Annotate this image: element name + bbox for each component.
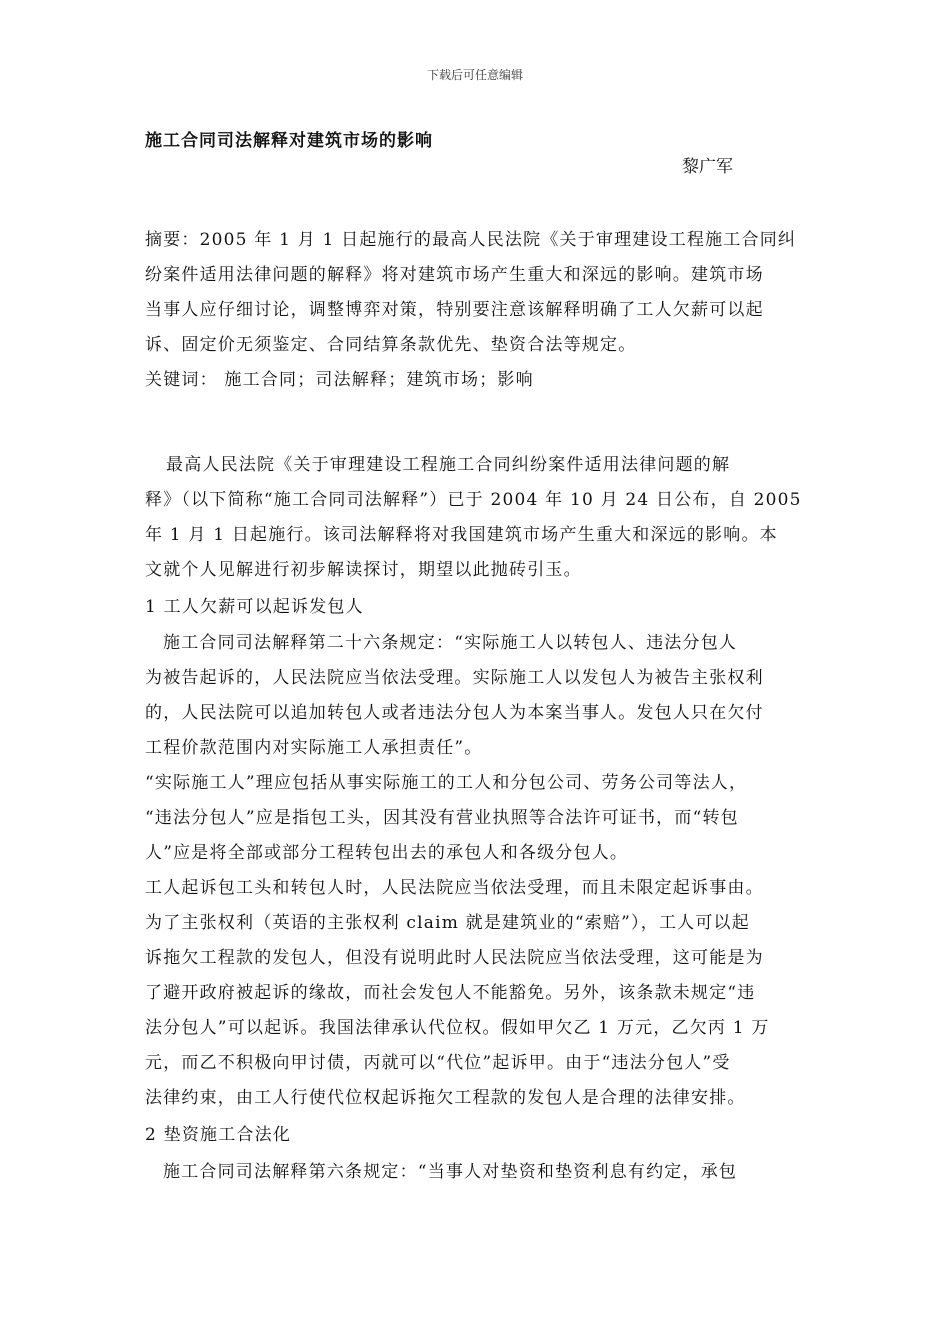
abstract-line: 摘要：2005 年 1 月 1 日起施行的最高人民法院《关于审理建设工程施工合同纠 [145,230,797,250]
body-line: “实际施工人”理应包括从事实际施工的工人和分包公司、劳务公司等法人， [145,773,748,793]
intro-line: 最高人民法院《关于审理建设工程施工合同纠纷案件适用法律问题的解 [166,455,731,475]
body-line: 工人起诉包工头和转包人时，人民法院应当依法受理，而且未限定起诉事由。 [145,878,764,898]
section-heading: 2 垫资施工合法化 [145,1125,292,1145]
body-line: 人”应是将全部或部分工程转包出去的承包人和各级分包人。 [145,843,629,863]
body-line: 工程价款范围内对实际施工人承担责任”。 [145,738,483,758]
author-name: 黎广军 [682,157,733,177]
intro-line: 年 1 月 1 日起施行。该司法解释将对我国建筑市场产生重大和深远的影响。本 [145,525,778,545]
intro-line: 释》（以下简称“施工合同司法解释”）已于 2004 年 10 月 24 日公布，自 2005 [145,490,802,510]
intro-line: 文就个人见解进行初步解读探讨，期望以此抛砖引玉。 [145,560,582,580]
abstract-line: 当事人应仔细讨论，调整博弈对策，特别要注意该解释明确了工人欠薪可以起 [145,300,764,320]
body-line: 的，人民法院可以追加转包人或者违法分包人为本案当事人。发包人只在欠付 [145,703,764,723]
body-line: “违法分包人”应是指包工头，因其没有营业执照等合法许可证书，而“转包 [145,808,739,828]
abstract-line: 诉、固定价无须鉴定、合同结算条款优先、垫资合法等规定。 [145,335,637,355]
body-line: 施工合同司法解释第六条规定：“当事人对垫资和垫资利息有约定，承包 [163,1162,738,1182]
body-line: 诉拖欠工程款的发包人，但没有说明此时人民法院应当依法受理，这可能是为 [145,948,764,968]
abstract-line: 纷案件适用法律问题的解释》将对建筑市场产生重大和深远的影响。建筑市场 [145,265,764,285]
body-line: 为了主张权利（英语的主张权利 claim 就是建筑业的“索赔”），工人可以起 [145,913,750,933]
body-line: 施工合同司法解释第二十六条规定：“实际施工人以转包人、违法分包人 [163,633,738,653]
page-header: 下载后可任意编辑 [426,68,523,82]
body-line: 法律约束，由工人行使代位权起诉拖欠工程款的发包人是合理的法律安排。 [145,1088,746,1108]
body-line: 元，而乙不积极向甲讨债，丙就可以“代位”起诉甲。由于“违法分包人”受 [145,1053,731,1073]
body-line: 为被告起诉的，人民法院应当依法受理。实际施工人以发包人为被告主张权利 [145,668,764,688]
document-title: 施工合同司法解释对建筑市场的影响 [145,131,433,151]
keywords: 关键词： 施工合同；司法解释；建筑市场；影响 [145,370,534,390]
section-heading: 1 工人欠薪可以起诉发包人 [145,597,364,617]
body-line: 法分包人”可以起诉。我国法律承认代位权。假如甲欠乙 1 万元，乙欠丙 1 万 [145,1018,770,1038]
body-line: 了避开政府被起诉的缘故，而社会发包人不能豁免。另外，该条款未规定“违 [145,983,756,1003]
